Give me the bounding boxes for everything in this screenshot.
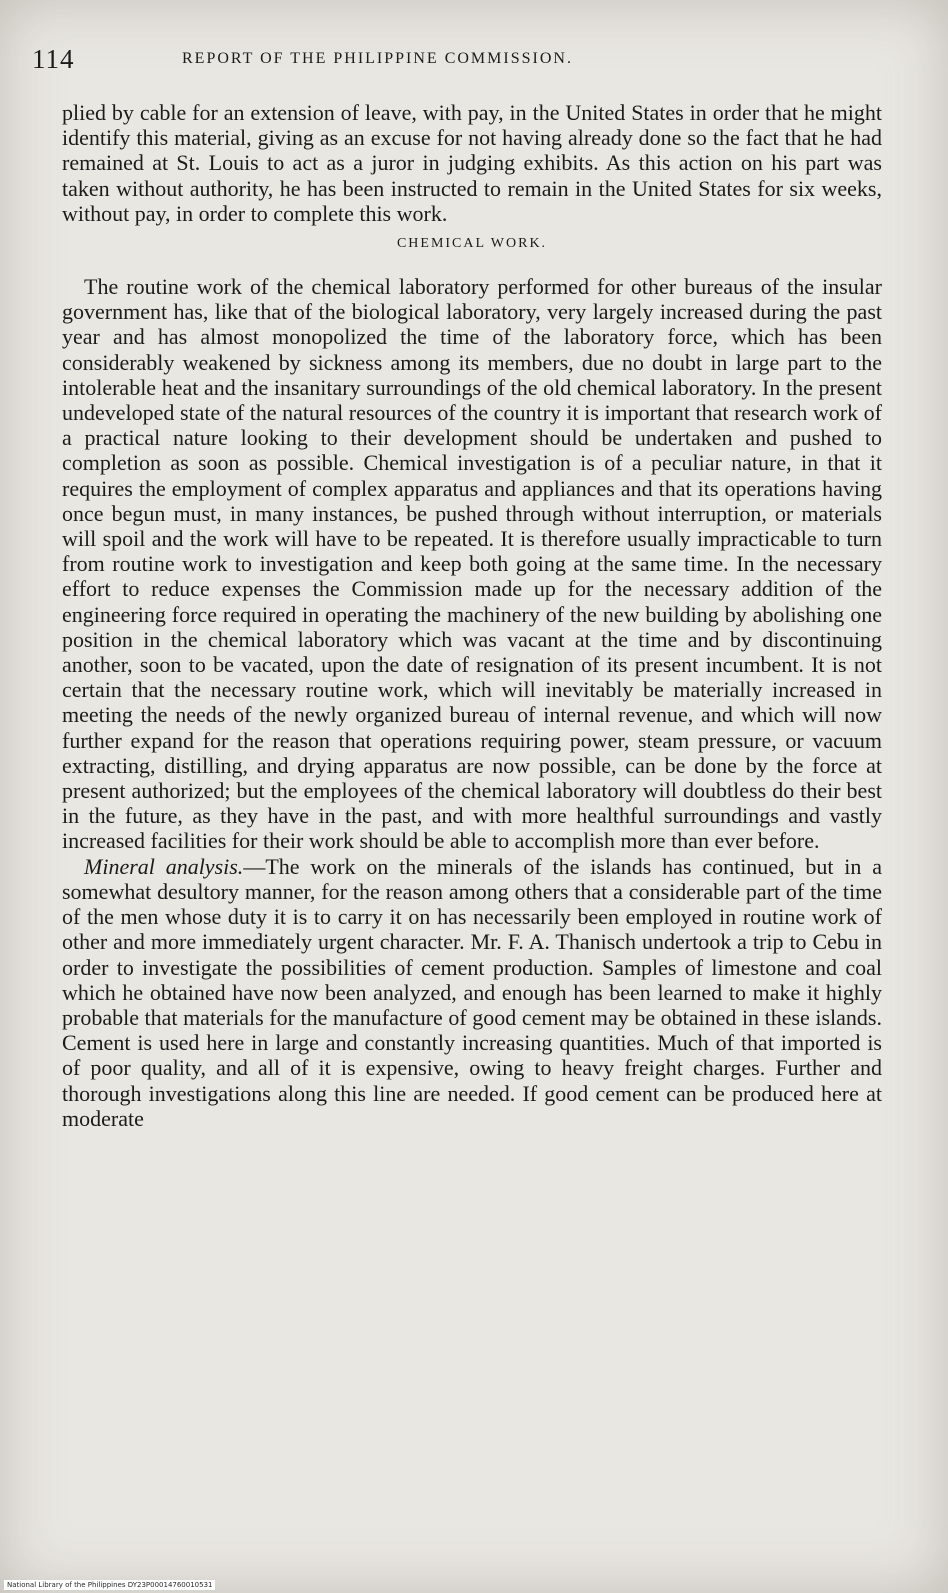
text-column [32, 44, 882, 1131]
paragraph-mineral-analysis-body: —The work on the minerals of the islands has continued, but in a somewhat desultory manner, for the reason among others that a considerable part of the time of the men whose duty it is to carry it on has necessarily been employed in routine work of other and more immediately urgent character. Mr. F. A. Thanisch undertook a trip to Cebu in order to investigate the possibilities of cement production. Samples of limestone and coal which he obtained have now been analyzed, and enough has been learned to make it highly probable that materials for the manufacture of good cement may be obtained in these islands. Cement is used here in large and constantly increasing quantities. Much of that imported is of poor quality, and all of it is expensive, owing to heavy freight charges. Further and thorough investigations along this line are needed. If good cement can be produced here at moderate [62, 853, 882, 1131]
run-in-heading: Mineral analysis. [84, 853, 244, 879]
page-number: 114 [32, 44, 75, 74]
paragraph-mineral-analysis [62, 854, 882, 1131]
paragraph-chemical-work: The routine work of the chemical laboratory performed for other bureaus of the insular government has, like that of the biological laboratory, very largely increased during the past year and has almost monopolized the time of the laboratory force, which has been considerably weakened by sickness among its members, due no doubt in large part to the intolerable heat and the insanitary surroundings of the old chemical laboratory. In the present undeveloped state of the natural resources of the country it is important that research work of a practical nature looking to their development should be undertaken and pushed to completion as soon as possible. Chemical investigation is of a peculiar nature, in that it requires the employment of complex apparatus and appliances and that its operations having once begun must, in many instances, be pushed through without interruption, or materials will spoil and the work will have to be repeated. It is therefore usually impracticable to turn from routine work to investigation and keep both going at the same time. In the necessary effort to reduce expenses the Commission made up for the necessary addition of the engineering force required in operating the machinery of the new building by abolishing one position in the chemical laboratory which was vacant at the time and by discontinuing another, soon to be vacated, upon the date of resignation of its present incumbent. It is not certain that the necessary routine work, which will inevitably be materially increased in meeting the needs of the newly organized bureau of internal revenue, and which will now further expand for the reason that operations requiring power, steam pressure, or vacuum extracting, distilling, and drying apparatus are now possible, can be done by the force at present authorized; but the employees of the chemical laboratory will doubtless do their best in the future, as they have in the past, and with more healthful surroundings and vastly increased facilities for their work should be able to accomplish more than ever before. [62, 274, 882, 854]
paragraph-continued: plied by cable for an extension of leave, with pay, in the United States in order that he might identify this material, giving as an excuse for not having already done so the fact that he had remained at St. Louis to act as a juror in judging exhibits. As this action on his part was taken without authority, he has been instructed to remain in the United States for six weeks, without pay, in order to complete this work. [62, 100, 882, 226]
running-head [32, 44, 882, 84]
scan-footer: National Library of the Philippines DY23P00014760010531 [4, 1580, 215, 1590]
section-heading: CHEMICAL WORK. [396, 236, 548, 252]
running-title: REPORT OF THE PHILIPPINE COMMISSION. [182, 50, 573, 67]
